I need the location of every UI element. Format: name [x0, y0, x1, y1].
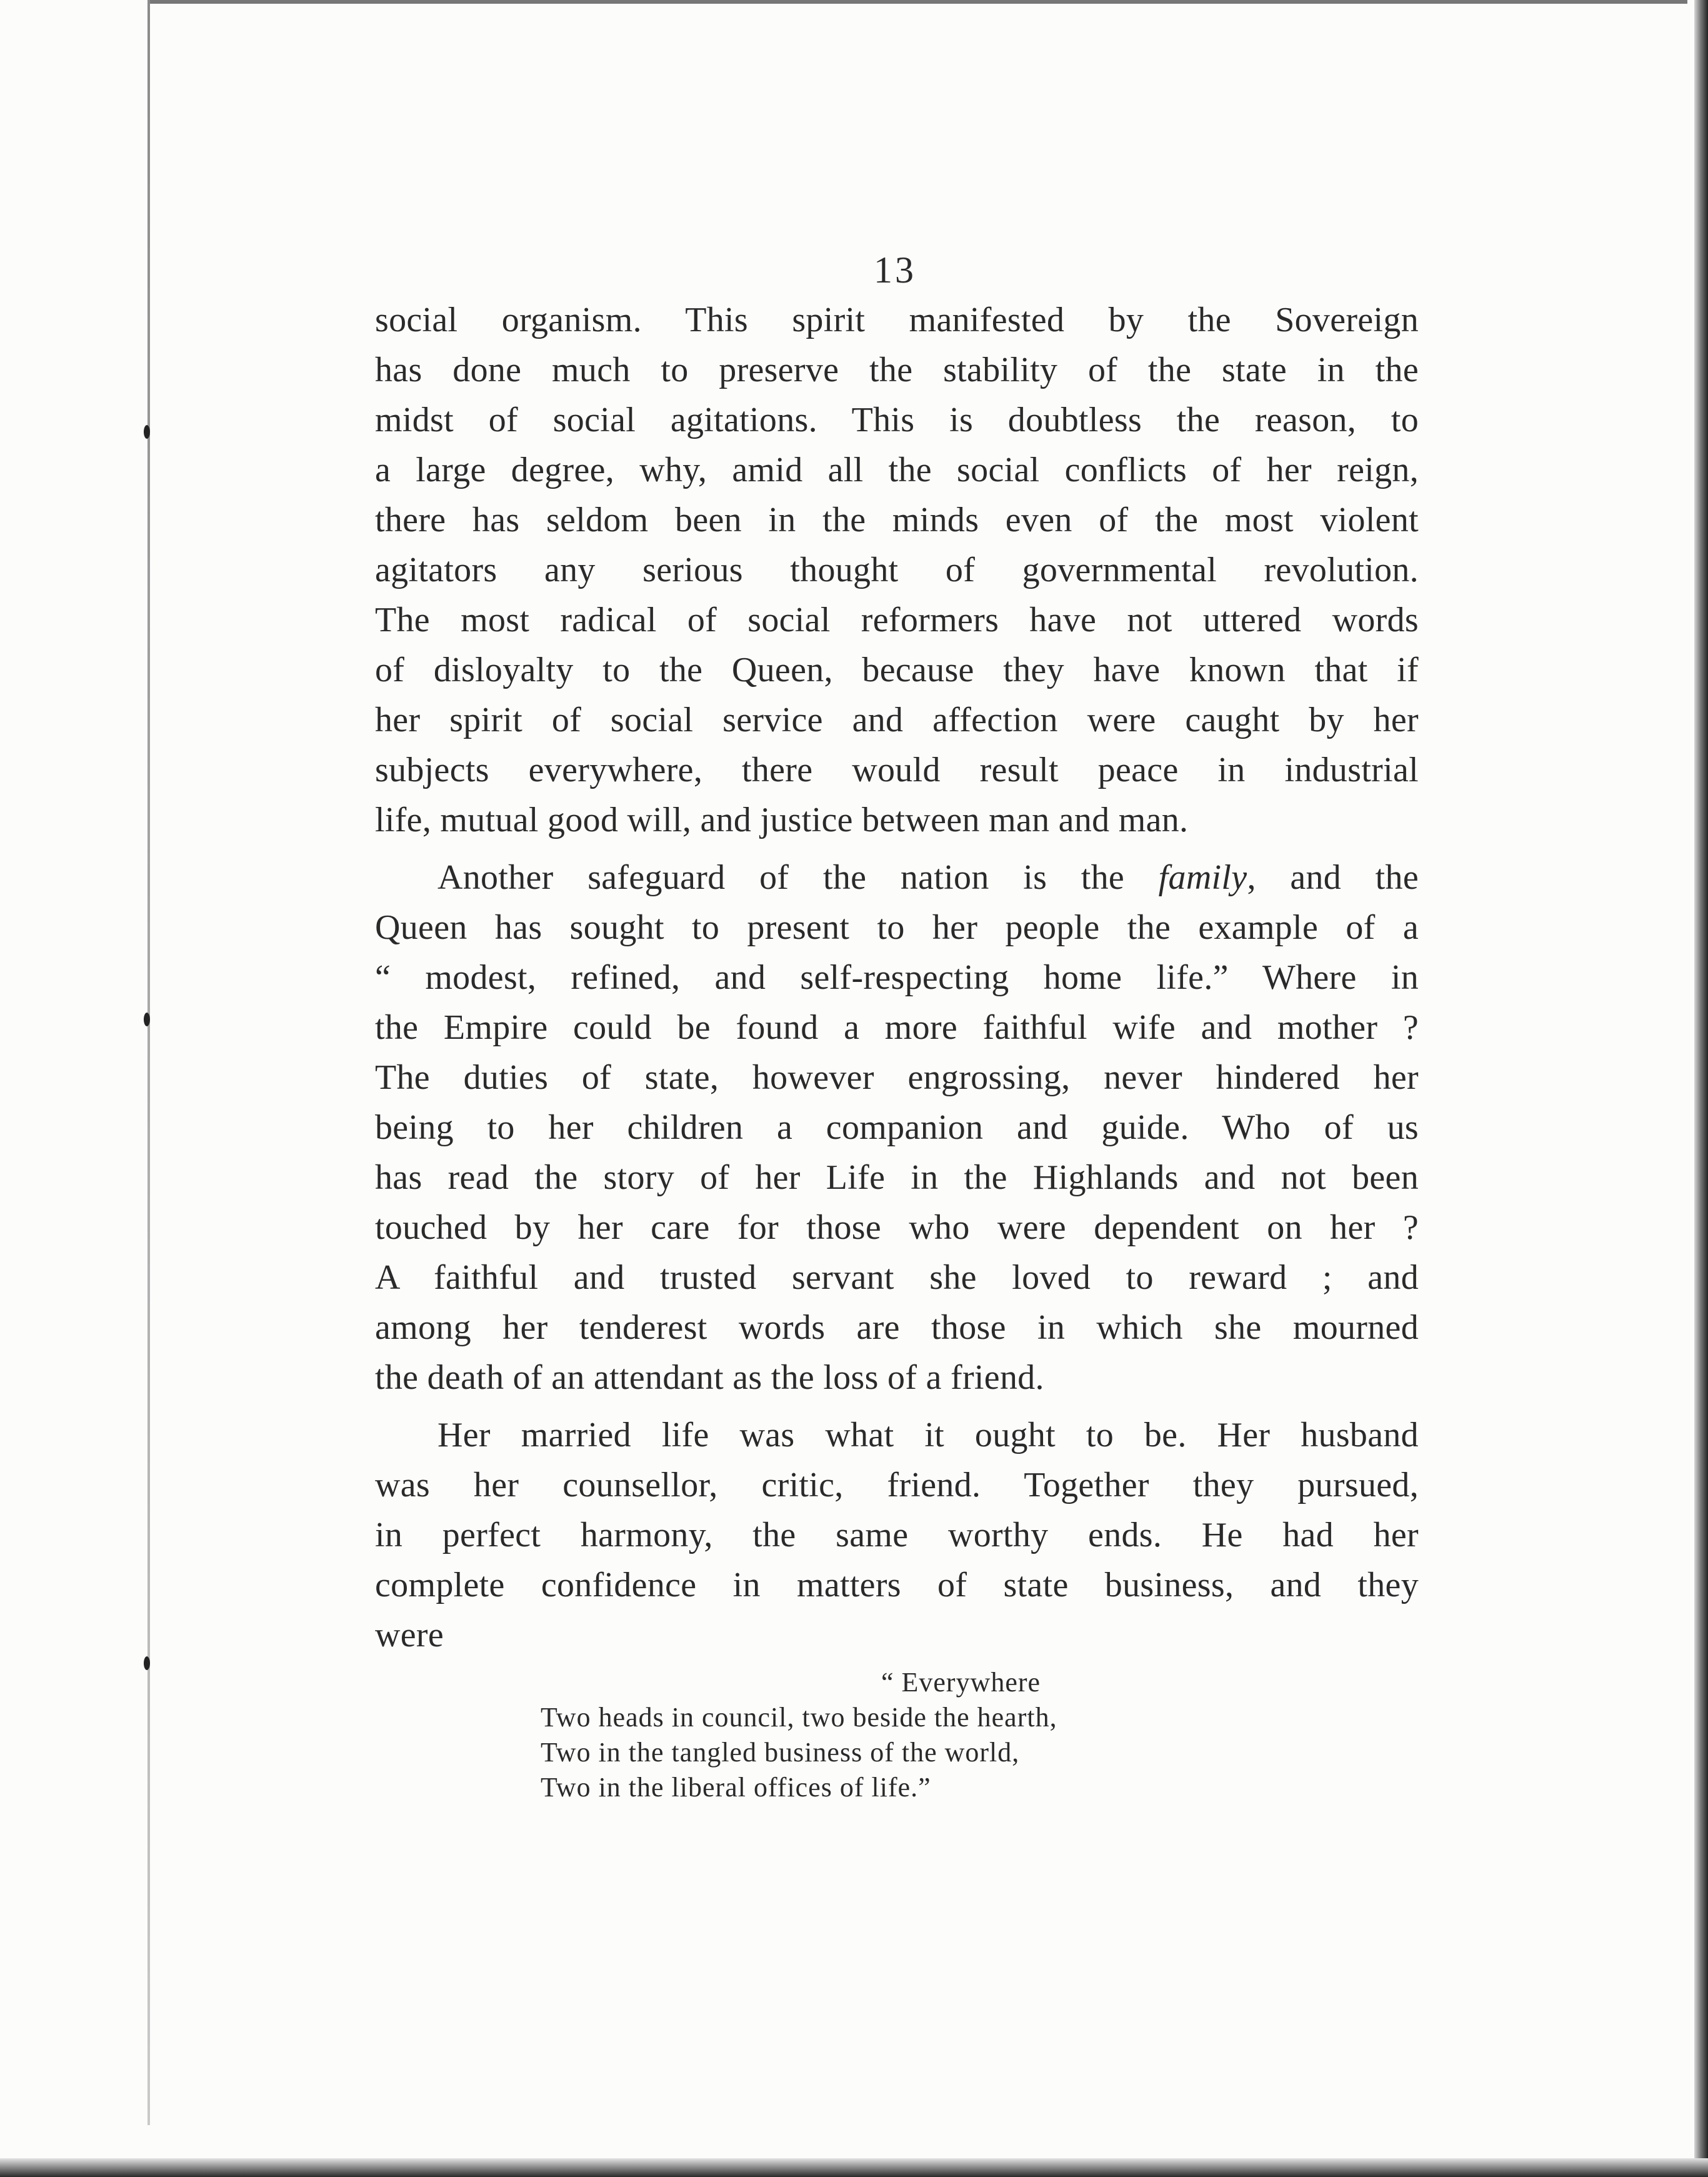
binding-edge — [147, 0, 150, 2125]
text-line: a large degree, why, amid all the social conflicts of her reign, — [375, 451, 1419, 489]
text-run: Another safeguard of the nation is the — [437, 858, 1159, 897]
text-line: were — [375, 1616, 444, 1654]
text-line: her spirit of social service and affection were caught by her — [375, 701, 1419, 739]
text-line: has done much to preserve the stability of the state in the — [375, 351, 1419, 389]
text-line: of disloyalty to the Queen, because they have known that if — [375, 651, 1419, 689]
text-line: complete confidence in matters of state business, and they — [375, 1566, 1419, 1604]
verse-line: Two in the liberal offices of life.” — [541, 1772, 931, 1803]
text-line: Queen has sought to present to her people the example of a — [375, 908, 1419, 947]
text-line: Her married life was what it ought to be. Her husband — [437, 1416, 1419, 1454]
text-line: touched by her care for those who were dependent on her ? — [375, 1208, 1419, 1247]
page-bottom-edge — [0, 2158, 1708, 2177]
text-line: in perfect harmony, the same worthy ends. He had her — [375, 1516, 1419, 1554]
text-line: being to her children a companion and guide. Who of us — [375, 1108, 1419, 1147]
text-line: there has seldom been in the minds even of the most violent — [375, 501, 1419, 539]
text-line: subjects everywhere, there would result peace in industrial — [375, 751, 1419, 789]
text-line: The duties of state, however engrossing, never hindered her — [375, 1058, 1419, 1097]
text-line: midst of social agitations. This is doubtless the reason, to — [375, 401, 1419, 439]
emphasis-word: family — [1158, 858, 1247, 897]
verse-line: Two in the tangled business of the world, — [541, 1737, 1020, 1768]
text-line: the death of an attendant as the loss of a friend. — [375, 1358, 1044, 1397]
text-line: was her counsellor, critic, friend. Together they pursued, — [375, 1466, 1419, 1504]
verse-line: Two heads in council, two beside the hearth, — [541, 1702, 1057, 1733]
text-line: “ modest, refined, and self-respecting home life.” Where in — [375, 958, 1419, 997]
body-text — [375, 295, 1419, 1660]
text-line: the Empire could be found a more faithful wife and mother ? — [375, 1008, 1419, 1047]
text-run: , and the — [1247, 858, 1419, 897]
binding-mark — [144, 1656, 150, 1670]
verse-line: “ Everywhere — [881, 1667, 1041, 1698]
text-line: among her tenderest words are those in which she mourned — [375, 1308, 1419, 1347]
verse-quotation — [541, 1665, 1291, 1805]
page-right-edge — [1694, 0, 1708, 2177]
text-line — [375, 853, 1419, 903]
binding-mark — [144, 1013, 150, 1026]
text-line: The most radical of social reformers have not uttered words — [375, 601, 1419, 639]
text-line: agitators any serious thought of governmental revolution. — [375, 551, 1419, 589]
text-line: has read the story of her Life in the Highlands and not been — [375, 1158, 1419, 1197]
binding-mark — [144, 425, 150, 439]
page-number: 13 — [874, 249, 916, 291]
page-top-edge — [150, 0, 1687, 4]
text-line: life, mutual good will, and justice between man and man. — [375, 801, 1189, 839]
text-line: A faithful and trusted servant she loved to reward ; and — [375, 1258, 1419, 1297]
text-line: social organism. This spirit manifested by the Sovereign — [375, 301, 1419, 339]
